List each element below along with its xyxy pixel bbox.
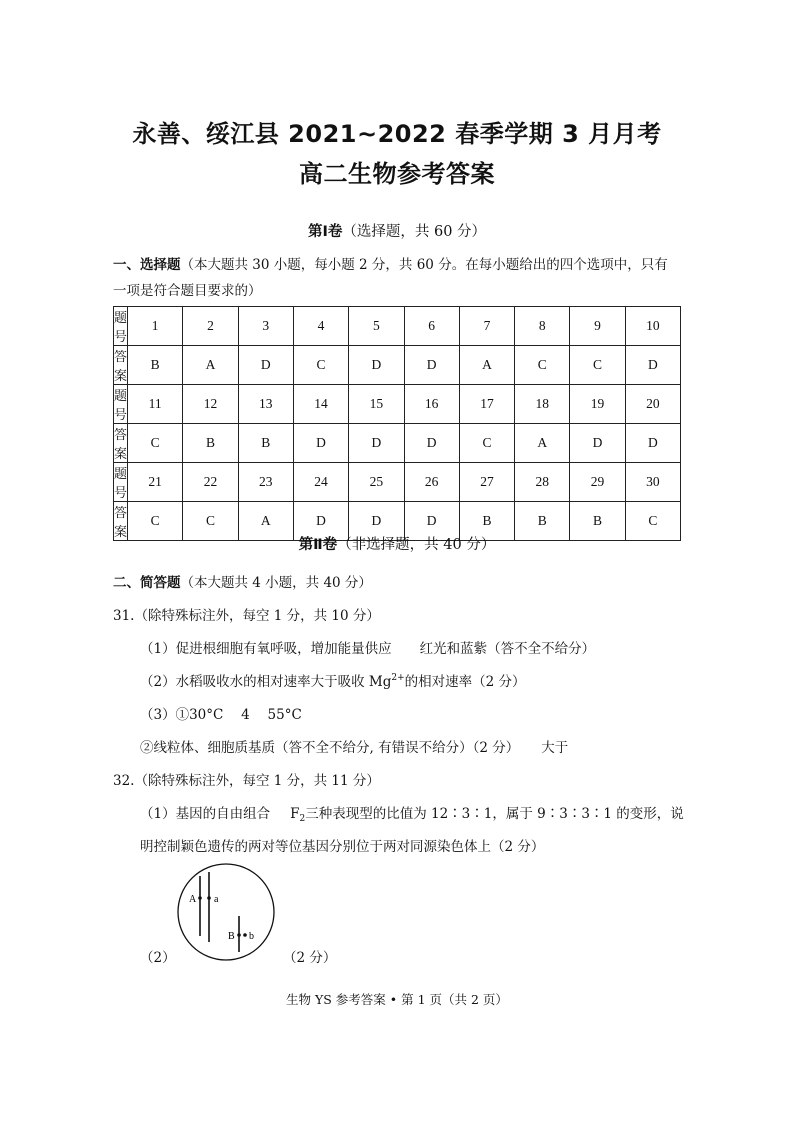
table-cell: 15 — [349, 385, 404, 424]
q32-answer-2-points: （2 分） — [283, 950, 337, 966]
q32-a1-part1: （1）基因的自由组合 — [140, 806, 271, 822]
table-cell: D — [404, 424, 459, 463]
q31-a3-part2: 大于 — [541, 740, 569, 756]
table-cell: D — [625, 424, 680, 463]
table-cell: 24 — [293, 463, 348, 502]
q31-a1-part2: 红光和蓝紫（答不全不给分） — [419, 641, 596, 657]
table-cell: B — [459, 502, 514, 541]
table-cell: 6 — [404, 307, 459, 346]
section1-desc-line2: 一项是符合题目要求的） — [113, 283, 262, 299]
num-label: 题号 — [114, 463, 128, 502]
table-cell: D — [293, 502, 348, 541]
part2-heading-bold: 第Ⅱ卷 — [298, 537, 338, 553]
table-cell: D — [349, 346, 404, 385]
part1-heading-bold: 第Ⅰ卷 — [307, 224, 343, 240]
table-row — [114, 424, 681, 463]
q32-answer-1-line2: 明控制颖色遗传的两对等位基因分别位于两对同源染色体上（2 分） — [140, 839, 545, 855]
table-cell: 4 — [293, 307, 348, 346]
table-cell: C — [625, 502, 680, 541]
table-row — [114, 463, 681, 502]
q32-answer-1 — [140, 802, 684, 824]
num-label: 题号 — [114, 385, 128, 424]
table-cell: D — [404, 346, 459, 385]
table-cell: 7 — [459, 307, 514, 346]
q31-answer-2 — [140, 670, 526, 690]
gene-locus-A — [198, 896, 202, 900]
table-cell: C — [183, 502, 238, 541]
table-row — [114, 307, 681, 346]
q32-a1-f: F — [290, 806, 300, 822]
table-cell: D — [404, 502, 459, 541]
table-cell: 9 — [570, 307, 625, 346]
table-row — [114, 385, 681, 424]
table-cell: A — [459, 346, 514, 385]
table-cell: 12 — [183, 385, 238, 424]
section1-label: 一、选择题 — [113, 257, 181, 273]
table-cell: D — [625, 346, 680, 385]
part1-heading-rest: （选择题，共 60 分） — [342, 224, 487, 240]
table-cell: B — [238, 424, 293, 463]
table-cell: B — [515, 502, 570, 541]
table-cell: 26 — [404, 463, 459, 502]
gene-locus-B — [237, 933, 241, 937]
table-cell: B — [183, 424, 238, 463]
q32-answer-2-label: （2） — [140, 950, 176, 966]
table-cell: 18 — [515, 385, 570, 424]
table-cell: C — [128, 424, 183, 463]
q31-a3-part1: ②线粒体、细胞质基质（答不全不给分, 有错误不给分）（2 分） — [140, 740, 520, 756]
num-label: 题号 — [114, 307, 128, 346]
part2-heading-rest: （非选择题，共 40 分） — [337, 537, 496, 553]
title-line-1: 永善、绥江县 2021~2022 春季学期 3 月月考 — [132, 120, 662, 148]
label-A: A — [189, 894, 197, 905]
label-a: a — [214, 894, 219, 905]
ans-label: 答案 — [114, 424, 128, 463]
table-cell: 20 — [625, 385, 680, 424]
chromosome-cell-diagram — [176, 862, 276, 962]
q31-a1-part1: （1）促进根细胞有氧呼吸，增加能量供应 — [140, 641, 392, 657]
table-cell: 23 — [238, 463, 293, 502]
ans-label: 答案 — [114, 502, 128, 541]
table-cell: 16 — [404, 385, 459, 424]
title-line-2: 高二生物参考答案 — [299, 160, 495, 188]
table-cell: B — [128, 346, 183, 385]
table-cell: D — [349, 424, 404, 463]
table-cell: D — [238, 346, 293, 385]
table-cell: 25 — [349, 463, 404, 502]
page-footer: 生物 YS 参考答案 • 第 1 页（共 2 页） — [286, 992, 508, 1007]
table-cell: 21 — [128, 463, 183, 502]
q31-a2-pre: （2）水稻吸收水的相对速率大于吸收 Mg — [140, 674, 392, 690]
table-cell: 29 — [570, 463, 625, 502]
table-cell: 1 — [128, 307, 183, 346]
section1-desc-line1: （本大题共 30 小题，每小题 2 分，共 60 分。在每小题给出的四个选项中，只有 — [180, 257, 668, 273]
table-cell: 27 — [459, 463, 514, 502]
answer-table — [113, 306, 681, 541]
part1-heading — [0, 220, 794, 241]
table-cell: 28 — [515, 463, 570, 502]
cell-outline — [178, 864, 274, 960]
gene-locus-b — [243, 933, 247, 937]
table-cell: C — [570, 346, 625, 385]
table-cell: C — [293, 346, 348, 385]
table-cell: 19 — [570, 385, 625, 424]
label-b: b — [249, 931, 254, 942]
table-cell: B — [570, 502, 625, 541]
table-cell: 13 — [238, 385, 293, 424]
q31-answer-3: （3）①30°C 4 55°C — [140, 707, 302, 723]
table-cell: C — [128, 502, 183, 541]
table-cell: 30 — [625, 463, 680, 502]
table-cell: 14 — [293, 385, 348, 424]
table-cell: 22 — [183, 463, 238, 502]
q31-answer-3b — [140, 736, 568, 756]
table-cell: D — [570, 424, 625, 463]
table-cell: 2 — [183, 307, 238, 346]
q31-answer-1 — [140, 637, 595, 657]
q31-a2-post: 的相对速率（2 分） — [404, 674, 526, 690]
table-cell: C — [459, 424, 514, 463]
q32-a1-sub: 2 — [299, 814, 306, 824]
q31-header: 31.（除特殊标注外，每空 1 分，共 10 分） — [113, 608, 380, 624]
table-cell: 3 — [238, 307, 293, 346]
table-cell: 11 — [128, 385, 183, 424]
table-cell: D — [349, 502, 404, 541]
q32-a1-part2: 三种表现型的比值为 12∶3∶1，属于 9∶3∶3∶1 的变形，说 — [305, 806, 684, 822]
table-cell: 10 — [625, 307, 680, 346]
table-row — [114, 346, 681, 385]
ans-label: 答案 — [114, 346, 128, 385]
table-cell: 8 — [515, 307, 570, 346]
q32-header: 32.（除特殊标注外，每空 1 分，共 11 分） — [113, 773, 380, 789]
q31-a2-sup: 2+ — [391, 673, 405, 683]
table-cell: 5 — [349, 307, 404, 346]
table-cell: A — [238, 502, 293, 541]
section2-desc-text: （本大题共 4 小题，共 40 分） — [180, 575, 372, 591]
part2-heading — [0, 533, 794, 554]
table-cell: A — [515, 424, 570, 463]
table-cell: 17 — [459, 385, 514, 424]
section2-desc — [113, 571, 372, 591]
gene-locus-a — [207, 896, 211, 900]
section2-label: 二、简答题 — [113, 575, 181, 591]
table-cell: A — [183, 346, 238, 385]
table-cell: D — [293, 424, 348, 463]
table-cell: C — [515, 346, 570, 385]
label-B: B — [228, 931, 235, 942]
section1-desc — [113, 253, 668, 273]
